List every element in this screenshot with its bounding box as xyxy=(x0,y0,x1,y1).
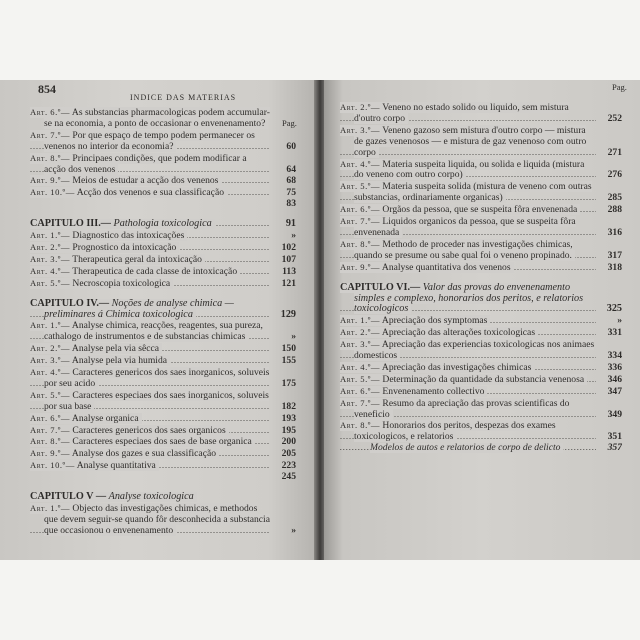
article-label: Art. 2.º— xyxy=(30,343,71,354)
index-entry xyxy=(30,355,296,367)
page-number: 854 xyxy=(38,82,56,96)
article-label: Art. 5.º— xyxy=(340,181,381,192)
index-entry xyxy=(30,413,296,425)
index-entry xyxy=(340,125,622,159)
entry-title: Caracteres especiaes dos saes de base organica xyxy=(72,436,252,448)
article-label: Art. 3.º— xyxy=(30,355,71,366)
entry-title: Principaes condições, que podem modificar a acção dos venenos xyxy=(44,152,247,175)
left-page xyxy=(0,80,316,560)
entry-title: Analyse quantitativa dos venenos xyxy=(381,261,511,273)
chapter-entry xyxy=(30,299,296,321)
article-label: Art. 8.º— xyxy=(340,420,381,431)
article-label: Art. 9.º— xyxy=(340,261,381,272)
index-entry xyxy=(340,327,622,339)
page-ref: 317 xyxy=(607,249,622,261)
page-ref: 182 xyxy=(281,400,296,412)
page-ref: 271 xyxy=(607,146,622,158)
page-ref: 150 xyxy=(281,343,296,355)
index-entry xyxy=(340,262,622,274)
page-ref: 83 xyxy=(286,199,296,210)
index-entry xyxy=(340,443,622,454)
page-ref: 193 xyxy=(281,412,296,424)
entry-title: Orgãos da pessoa, que se suspeita fôra envenenada xyxy=(382,204,578,216)
index-list xyxy=(340,102,622,454)
entry-title: Analyse dos gazes e sua classificação xyxy=(71,448,217,460)
index-entry xyxy=(340,386,622,398)
entry-title: Resumo da apreciação das provas scientificas do veneficio xyxy=(354,397,570,420)
page-ref: 331 xyxy=(607,327,622,339)
entry-title: Valor das provas do envenenamento simples e complexo, honorarios dos peritos, e relatorios toxicologicos xyxy=(354,282,584,315)
index-entry xyxy=(30,153,296,176)
chapter-label: CAPITULO III.— xyxy=(30,219,111,230)
index-entry xyxy=(30,107,296,130)
entry-title: Analyse pela via humida xyxy=(71,355,167,367)
page-ref: 68 xyxy=(286,175,296,187)
page-ref: 107 xyxy=(281,253,296,265)
page-ref: » xyxy=(617,315,622,327)
entry-title: Modelos de autos e relatorios de corpo de delicto xyxy=(370,443,561,454)
article-label: Art. 2.º— xyxy=(30,241,71,252)
page-ref: 349 xyxy=(607,408,622,420)
index-entry xyxy=(30,390,296,413)
page-ref: » xyxy=(291,230,296,242)
page-ref: 60 xyxy=(286,140,296,152)
article-label: Art. 6.º— xyxy=(340,385,381,396)
chapter-entry xyxy=(340,283,622,316)
entry-title: Noções de analyse chimica — preliminares á Chimica toxicologica xyxy=(44,298,234,320)
article-label: Art. 8.º— xyxy=(30,436,71,447)
index-entry xyxy=(30,436,296,448)
article-label: Art. 2.º— xyxy=(340,327,381,338)
index-entry xyxy=(30,425,296,437)
entry-title: Materia suspeita liquida, ou solida e liquida (mistura do veneno com outro corpo) xyxy=(354,158,585,181)
index-entry xyxy=(30,320,296,343)
entry-title: Materia suspeita solida (mistura de veneno com outras substancias, ordinariamente organicas) xyxy=(354,181,592,204)
entry-title: Liquidos organicos da pessoa, que se suspeita fôra envenenada xyxy=(354,216,576,238)
entry-title: Meios de estudar a acção dos venenos xyxy=(72,175,219,187)
page-ref: 357 xyxy=(607,443,622,454)
entry-title: Caracteres especiaes dos saes inorganicos, soluveis por sua base xyxy=(44,389,269,412)
page-ref: 245 xyxy=(281,472,296,483)
index-entry xyxy=(30,175,296,187)
article-label: Art. 9.º— xyxy=(30,448,71,459)
page-ref: 316 xyxy=(607,226,622,238)
article-label: Art. 7.º— xyxy=(340,216,381,227)
index-entry xyxy=(340,181,622,204)
index-entry xyxy=(340,204,622,216)
entry-title: Prognostico da intoxicação xyxy=(72,241,177,253)
page-ref: 351 xyxy=(607,431,622,443)
article-label: Art. 3.º— xyxy=(30,253,71,264)
article-label: Art. 4.º— xyxy=(340,158,381,169)
page-ref: 155 xyxy=(281,355,296,367)
index-entry xyxy=(340,339,622,362)
page-ref: 336 xyxy=(607,361,622,373)
entry-title: Therapeutica geral da intoxicação xyxy=(72,253,202,265)
article-label: Art. 9.º— xyxy=(30,175,71,186)
entry-title: Therapeutica de cada classe de intoxicação xyxy=(72,265,238,277)
entry-title: Apreciação dos symptomas xyxy=(381,315,488,327)
entry-title: Methodo de proceder nas investigações chimicas, quando se presume ou sabe qual foi o veneno propinado. xyxy=(354,238,573,261)
article-label: Art. 1.º— xyxy=(30,230,71,241)
article-label: Art. 10.º— xyxy=(30,460,75,471)
article-label: Art. 4.º— xyxy=(30,367,71,378)
chapter-label: CAPITULO V — xyxy=(30,492,107,503)
article-label: Art. 1.º— xyxy=(30,320,71,331)
entry-title: Caracteres genericos dos saes inorganicos, soluveis por seu acido xyxy=(44,367,270,389)
article-label: Art. 10.º— xyxy=(30,187,75,198)
article-label: Art. 5.º— xyxy=(340,373,381,384)
chapter-label: CAPITULO IV.— xyxy=(30,298,110,309)
page-ref: 91 xyxy=(285,219,296,230)
page-ref: 200 xyxy=(281,436,296,448)
article-label: Art. 6.º— xyxy=(30,107,71,117)
entry-title: Veneno gazoso sem mistura d'outro corpo — mistura de gazes venenosos — e mistura de gaz venenoso com outro corpo xyxy=(354,124,587,158)
entry-title: Analyse organica xyxy=(71,412,139,424)
pag-column-label: Pag. xyxy=(282,118,297,128)
page-ref: 195 xyxy=(281,424,296,436)
page-ref: 121 xyxy=(281,277,296,289)
chapter-entry xyxy=(30,219,296,230)
page-ref: 223 xyxy=(281,460,296,472)
article-label: Art. 4.º— xyxy=(340,361,381,372)
right-page xyxy=(324,80,640,560)
index-entry xyxy=(340,362,622,374)
index-entry xyxy=(30,199,296,210)
index-entry xyxy=(340,102,622,125)
page-ref: 205 xyxy=(281,448,296,460)
running-head: INDICE DAS MATERIAS xyxy=(130,93,237,102)
index-entry xyxy=(340,216,622,239)
entry-title: Por que espaço de tempo podem permanecer os venenos no interior da economia? xyxy=(44,129,255,152)
index-entry xyxy=(30,130,296,153)
entry-title: Veneno no estado solido ou liquido, sem mistura d'outro corpo xyxy=(354,102,569,124)
entry-title: Analyse chimica, reacções, reagentes, sua pureza, cathalogo de instrumentos e de substancias chimicas xyxy=(44,320,263,343)
article-label: Art. 6.º— xyxy=(30,412,71,423)
entry-title: Apreciação das alterações toxicologicas xyxy=(381,327,536,339)
chapter-label: CAPITULO VI.— xyxy=(340,282,421,293)
index-entry xyxy=(30,472,296,483)
index-entry xyxy=(30,278,296,290)
entry-title: Acção dos venenos e sua classificação xyxy=(76,187,224,199)
article-label: Art. 2.º— xyxy=(340,102,381,112)
index-entry xyxy=(340,398,622,421)
article-label: Art. 7.º— xyxy=(30,424,71,435)
article-label: Art. 7.º— xyxy=(30,129,71,140)
index-entry xyxy=(30,343,296,355)
article-label: Art. 4.º— xyxy=(30,265,71,276)
entry-title: Analyse pela via sêcca xyxy=(71,343,159,355)
page-ref: 276 xyxy=(607,169,622,181)
open-book xyxy=(0,80,640,560)
page-ref: » xyxy=(291,524,296,536)
index-entry xyxy=(30,254,296,266)
index-entry xyxy=(30,460,296,472)
index-entry xyxy=(30,230,296,242)
entry-title: Determinação da quantidade da substancia venenosa xyxy=(382,373,585,385)
article-label: Art. 8.º— xyxy=(340,238,381,249)
index-list xyxy=(30,107,296,537)
page-ref: 129 xyxy=(280,308,296,320)
article-label: Art. 3.º— xyxy=(340,339,381,350)
entry-title: Objecto das investigações chimicas, e methodos que devem seguir-se quando fôr desconhecida a substancia que occasionou o envenenamento xyxy=(44,503,270,536)
page-ref: 102 xyxy=(281,241,296,253)
pag-column-label: Pag. xyxy=(612,82,627,92)
entry-title: Envenenamento collectivo xyxy=(382,385,485,397)
article-label: Art. 6.º— xyxy=(340,204,381,215)
entry-title: Caracteres genericos dos saes organicos xyxy=(72,424,226,436)
entry-title: Pathologia toxicologica xyxy=(113,219,212,230)
entry-title: Diagnostico das intoxicações xyxy=(72,230,185,242)
index-entry xyxy=(340,315,622,327)
page-ref: 64 xyxy=(286,163,296,175)
entry-title: Apreciação das investigações chimicas xyxy=(381,361,532,373)
article-label: Art. 5.º— xyxy=(30,277,71,288)
index-entry xyxy=(30,367,296,390)
index-entry xyxy=(340,159,622,182)
page-ref: 318 xyxy=(607,261,622,273)
index-entry xyxy=(340,420,622,443)
index-entry xyxy=(30,448,296,460)
page-ref: 334 xyxy=(607,350,622,362)
article-label: Art. 1.º— xyxy=(340,315,381,326)
entry-title: Analyse toxicologica xyxy=(108,492,194,503)
page-ref: » xyxy=(291,331,296,343)
page-ref: 325 xyxy=(606,303,622,315)
entry-title: Necroscopia toxicologica xyxy=(72,277,171,289)
page-ref: 252 xyxy=(607,112,622,124)
page-ref: 347 xyxy=(607,385,622,397)
page-ref: 346 xyxy=(607,373,622,385)
page-ref: 285 xyxy=(607,192,622,204)
page-ref: 113 xyxy=(282,265,296,277)
index-entry xyxy=(340,239,622,262)
page-ref: 288 xyxy=(607,204,622,216)
index-entry xyxy=(340,374,622,386)
entry-title: As substancias pharmacologicas podem accumular-se na economia, a ponto de occasionar o envenenamento? xyxy=(44,107,270,129)
entry-title: Honorarios dos peritos, despezas dos exames toxicologicos, e relatorios xyxy=(354,420,556,443)
index-entry xyxy=(30,503,296,537)
entry-title: Analyse quantitativa xyxy=(76,460,156,472)
entry-title: Apreciação das experiencias toxicologicas nos animaes domesticos xyxy=(354,339,595,362)
article-label: Art. 3.º— xyxy=(340,124,381,135)
index-entry xyxy=(30,266,296,278)
page-ref: 75 xyxy=(286,187,296,199)
chapter-entry xyxy=(30,492,296,503)
index-entry xyxy=(30,187,296,199)
article-label: Art. 8.º— xyxy=(30,152,71,163)
article-label: Art. 5.º— xyxy=(30,389,71,400)
index-entry xyxy=(30,242,296,254)
article-label: Art. 7.º— xyxy=(340,397,381,408)
article-label: Art. 1.º— xyxy=(30,503,71,513)
page-ref: 175 xyxy=(281,377,296,389)
